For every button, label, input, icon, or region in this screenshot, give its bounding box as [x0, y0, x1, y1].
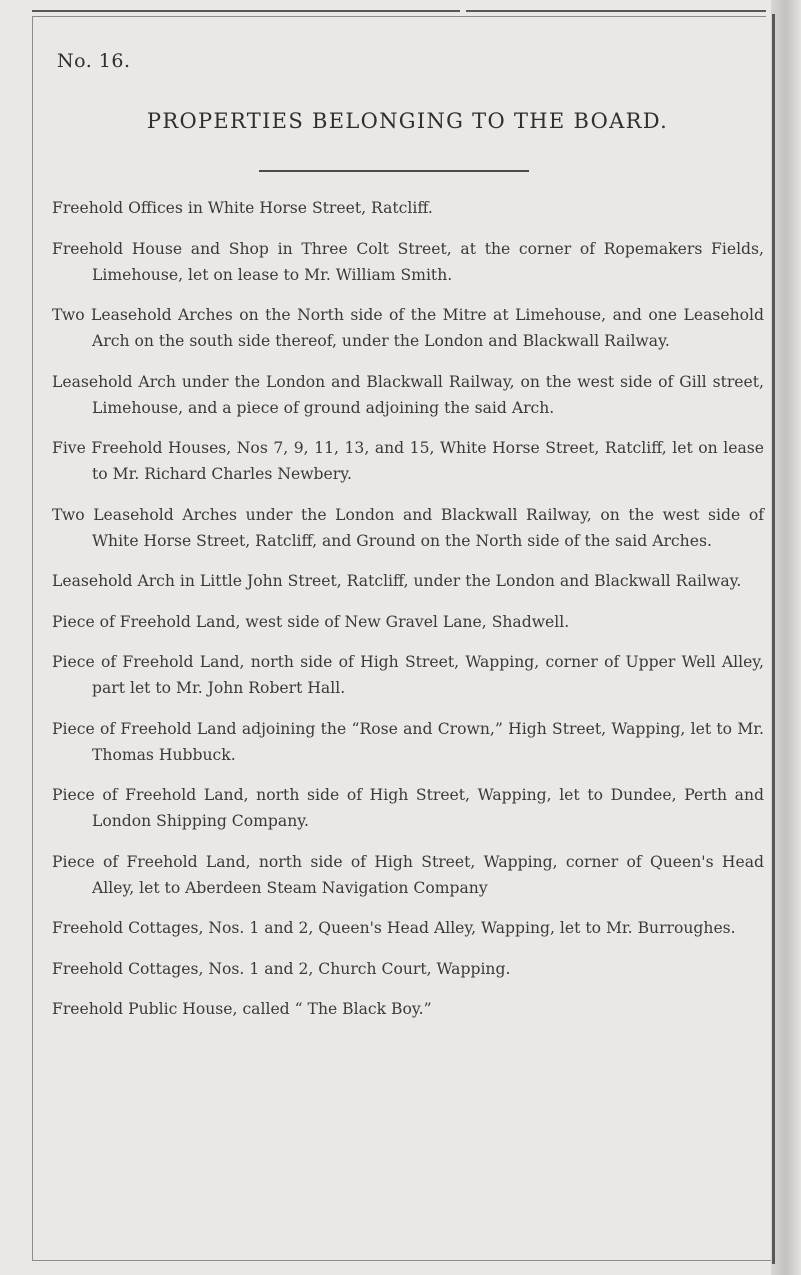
- property-entry: Piece of Freehold Land, north side of High Street, Wapping, corner of Upper Well Alley, part let to Mr. John Robert Hall.: [52, 653, 764, 697]
- property-entry: Piece of Freehold Land, north side of High Street, Wapping, corner of Queen's Head Alley, let to Aberdeen Steam Navigation Company: [52, 852, 764, 897]
- property-entry: Leasehold Arch under the London and Blackwall Railway, on the west side of Gill street, Limehouse, and a piece of ground adjoining the said Arch.: [52, 372, 764, 417]
- property-entry: Freehold Cottages, Nos. 1 and 2, Queen's Head Alley, Wapping, let to Mr. Burroughes.: [52, 919, 736, 937]
- property-entry: Piece of Freehold Land adjoining the “Rose and Crown,” High Street, Wapping, let to Mr. Thomas Hubbuck.: [52, 719, 764, 764]
- property-entry: Freehold Public House, called “ The Black Boy.”: [52, 1000, 432, 1018]
- property-entry: Two Leasehold Arches on the North side of the Mitre at Limehouse, and one Leasehold Arch on the south side thereof, under the London and Blackwall Railway.: [52, 306, 764, 350]
- property-entry: Freehold Offices in White Horse Street, Ratcliff.: [52, 199, 433, 217]
- page-title: PROPERTIES BELONGING TO THE BOARD.: [146, 109, 669, 133]
- property-entry: Freehold House and Shop in Three Colt Street, at the corner of Ropemakers Fields, Limehouse, let on lease to Mr. William Smith.: [52, 239, 764, 284]
- binding-edge: [772, 14, 775, 1264]
- left-margin-line: [32, 16, 33, 1261]
- property-entry: Leasehold Arch in Little John Street, Ratcliff, under the London and Blackwall Railway.: [52, 572, 742, 590]
- property-entry: Two Leasehold Arches under the London and Blackwall Railway, on the west side of White Horse Street, Ratcliff, and Ground on the North side of the said Arches.: [52, 505, 764, 550]
- top-rule-left: [32, 10, 460, 12]
- top-rule-right: [466, 10, 766, 12]
- bottom-rule: [32, 1260, 772, 1261]
- property-entry: Piece of Freehold Land, north side of High Street, Wapping, let to Dundee, Perth and London Shipping Company.: [52, 786, 764, 830]
- top-rule-thin: [32, 16, 766, 17]
- property-list: [52, 195, 764, 1037]
- property-entry: Freehold Cottages, Nos. 1 and 2, Church Court, Wapping.: [52, 959, 511, 978]
- property-entry: Piece of Freehold Land, west side of New Gravel Lane, Shadwell.: [52, 612, 570, 631]
- title-divider: [259, 170, 529, 172]
- property-entry: Five Freehold Houses, Nos 7, 9, 11, 13, and 15, White Horse Street, Ratcliff, let on lease to Mr. Richard Charles Newbery.: [52, 439, 764, 483]
- binding-gutter: [771, 0, 801, 1275]
- page-number: No. 16.: [57, 50, 131, 72]
